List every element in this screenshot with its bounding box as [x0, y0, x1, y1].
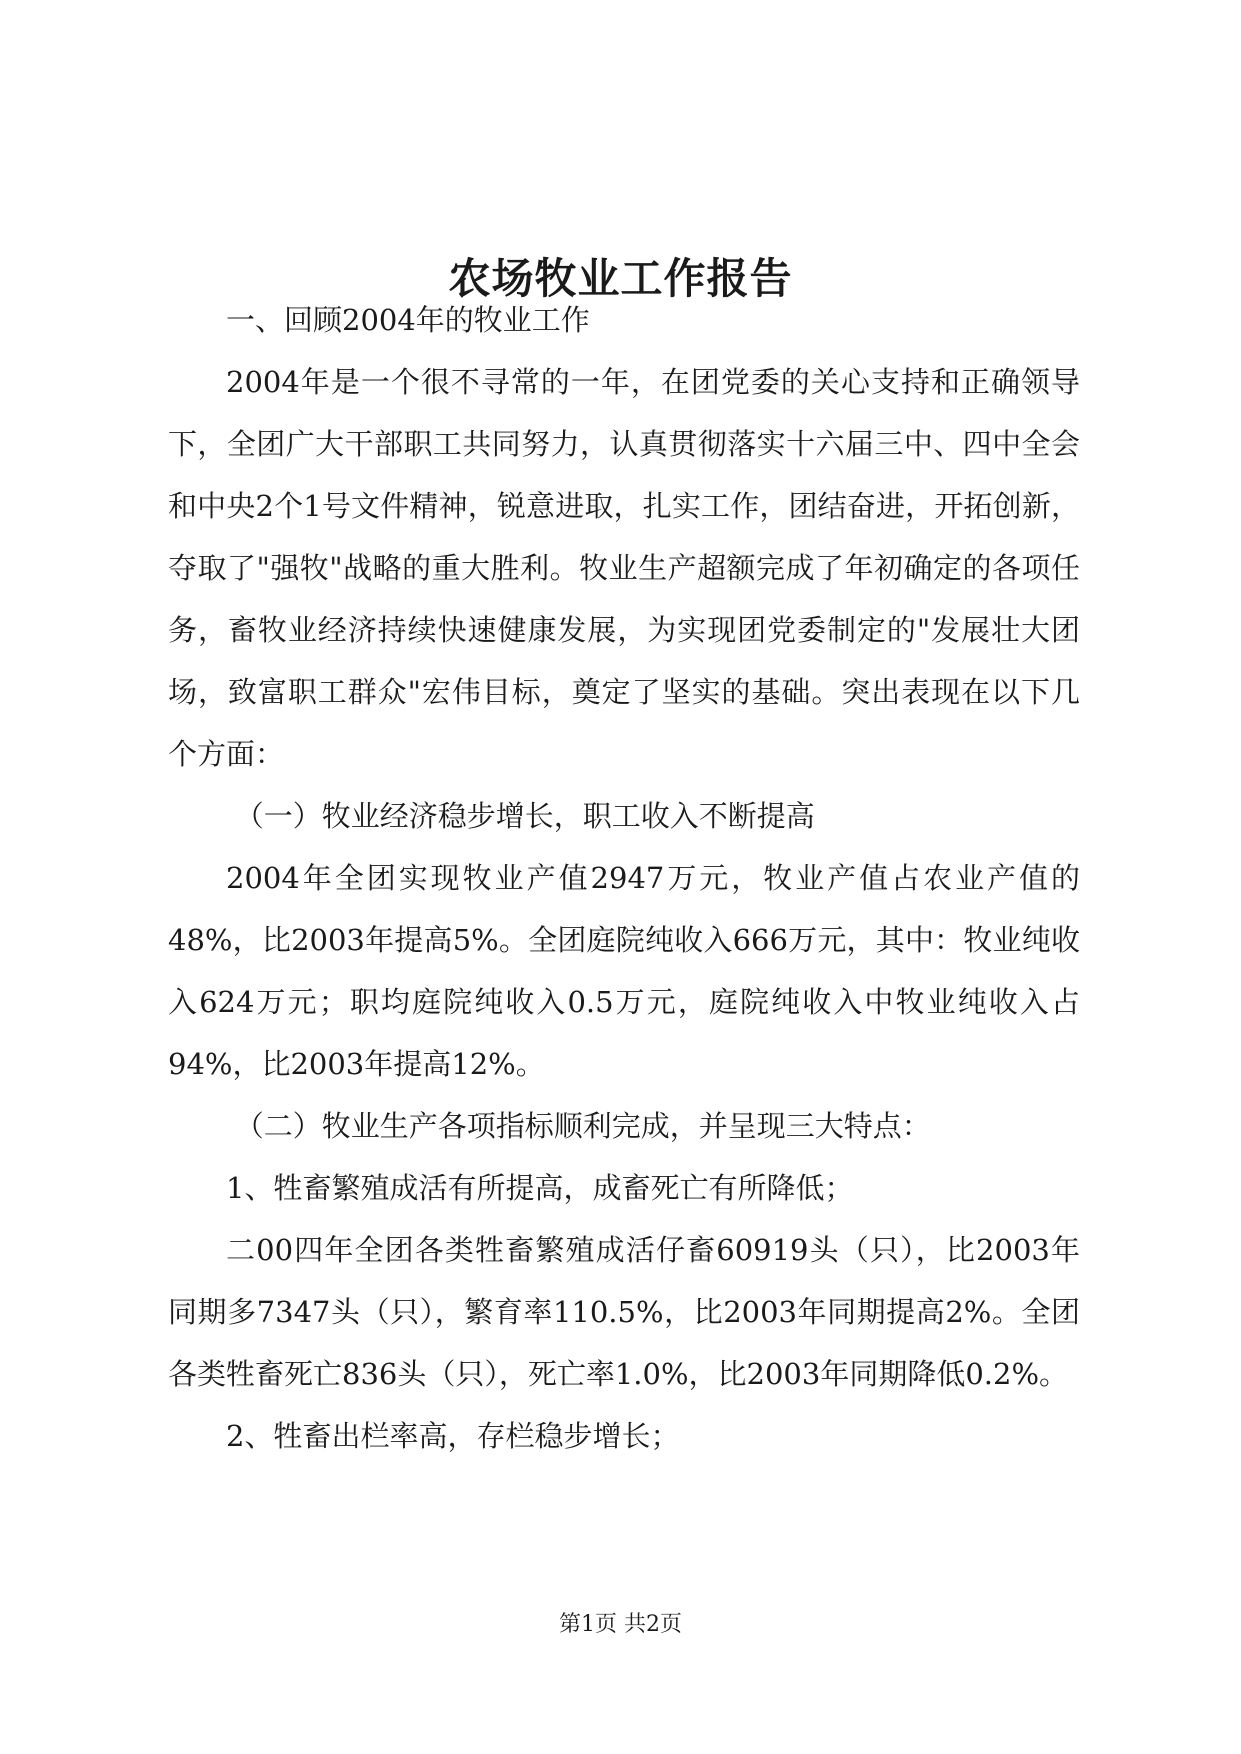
document-title: 农场牧业工作报告 [448, 254, 793, 304]
document-body [168, 289, 1080, 1467]
paragraph-economy: 2004年全团实现牧业产值2947万元，牧业产值占农业产值的48%，比2003年提高5%。全团庭院纯收入666万元，其中：牧业纯收入624万元；职均庭院纯收入0.5万元，庭院纯收入中牧业纯收入占94%，比2003年提高12%。 [168, 861, 1080, 1081]
list-item-breeding: 1、牲畜繁殖成活有所提高，成畜死亡有所降低； [226, 1171, 854, 1205]
subheading-indicators: （二）牧业生产各项指标顺利完成，并呈现三大特点： [234, 1109, 931, 1143]
paragraph-overview: 2004年是一个很不寻常的一年，在团党委的关心支持和正确领导下，全团广大干部职工共同努力，认真贯彻落实十六届三中、四中全会和中央2个1号文件精神，锐意进取，扎实工作，团结奋进，开拓创新，夺取了"强牧"战略的重大胜利。牧业生产超额完成了年初确定的各项任务，畜牧业经济持续快速健康发展，为实现团党委制定的"发展壮大团场，致富职工群众"宏伟目标，奠定了坚实的基础。突出表现在以下几个方面： [168, 365, 1080, 771]
list-item-stock: 2、牲畜出栏率高，存栏稳步增长； [226, 1419, 680, 1453]
page-footer: 第1页 共2页 [559, 1612, 682, 1637]
section-heading-review: 一、回顾2004年的牧业工作 [226, 303, 590, 337]
subheading-economy: （一）牧业经济稳步增长，职工收入不断提高 [234, 799, 815, 833]
paragraph-breeding: 二00四年全团各类牲畜繁殖成活仔畜60919头（只），比2003年同期多7347头（只），繁育率110.5%，比2003年同期提高2%。全团各类牲畜死亡836头（只），死亡率1.0%，比2003年同期降低0.2%。 [168, 1233, 1080, 1391]
